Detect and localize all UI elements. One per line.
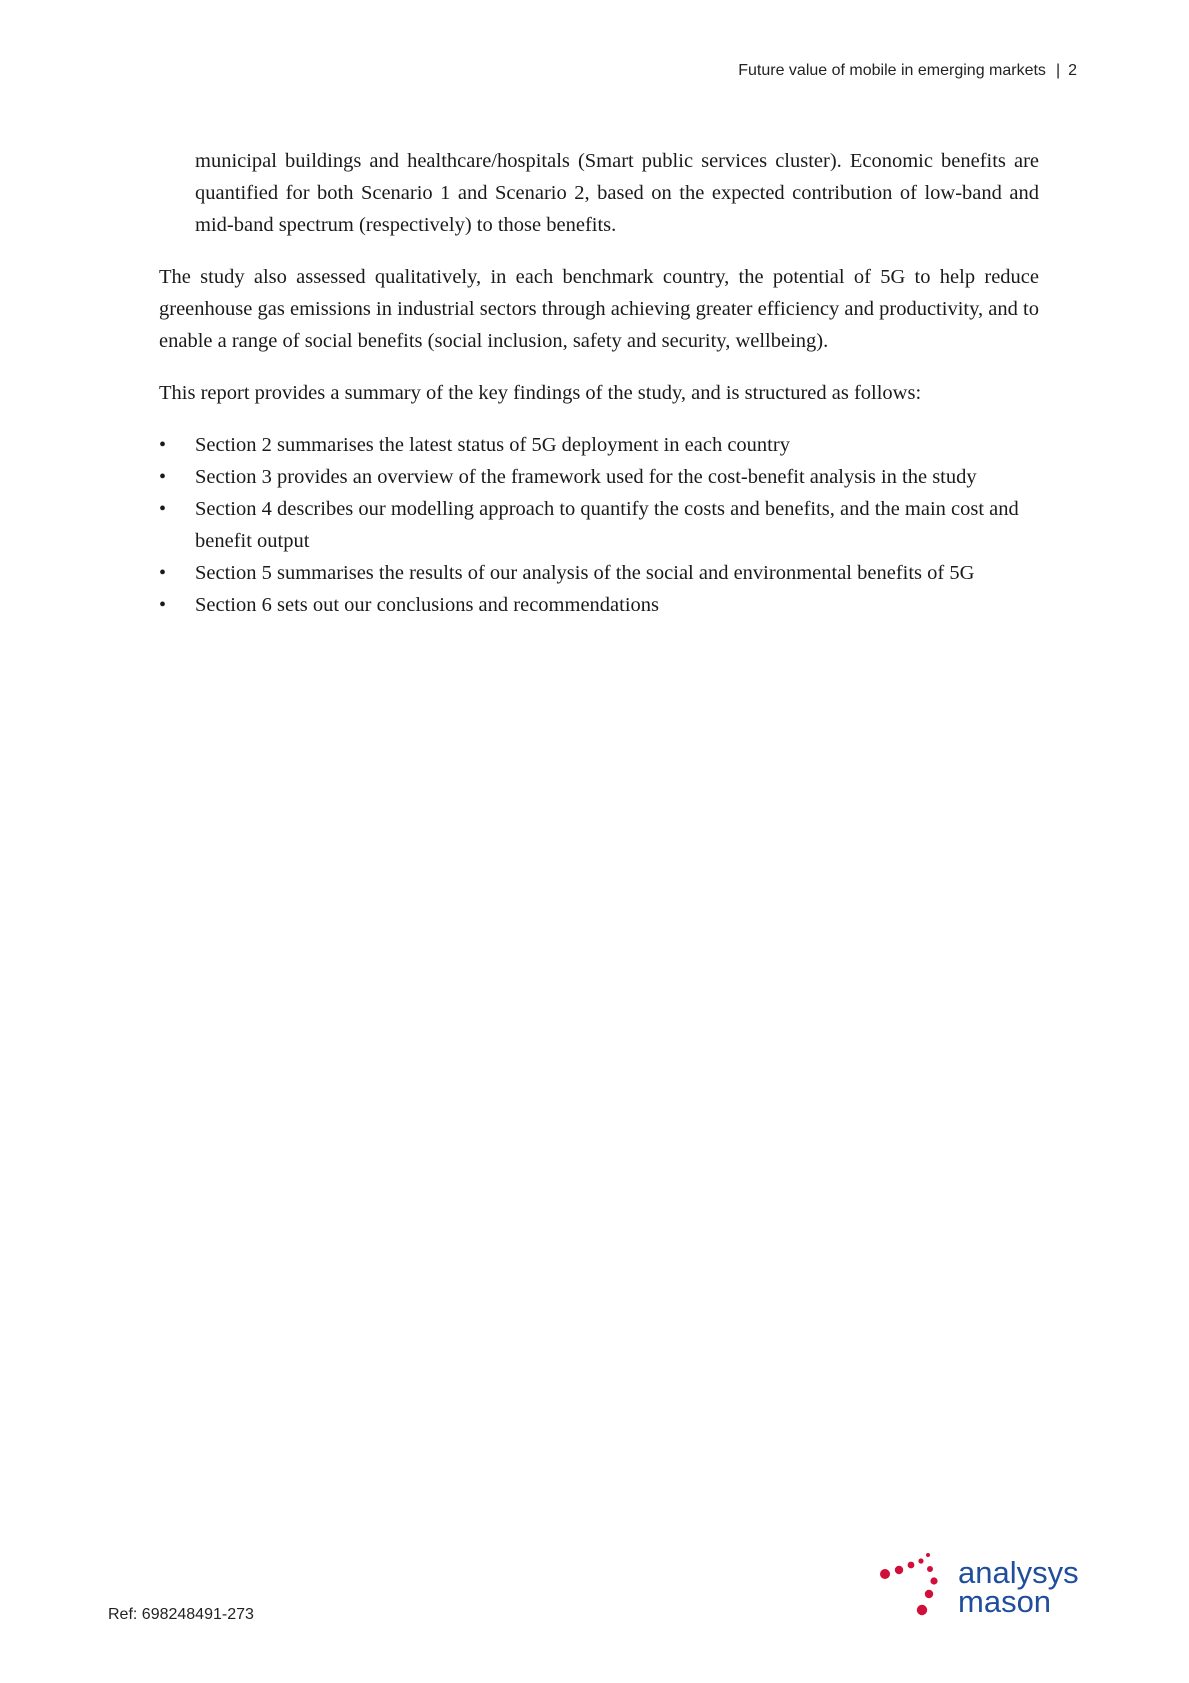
logo-dots-icon — [880, 1552, 960, 1630]
page-body — [159, 145, 1039, 621]
logo-line-analysys: analysys — [958, 1555, 1079, 1590]
page-header — [738, 62, 1077, 80]
logo-line-mason: mason — [958, 1584, 1052, 1619]
report-structure-list — [159, 429, 1039, 621]
logo-wordmark — [958, 1555, 1079, 1619]
analysys-mason-logo — [880, 1552, 1100, 1630]
list-item: • Section 5 summarises the results of our analysis of the social and environmental benefits of 5G — [159, 557, 1039, 589]
study-scope-paragraph: The study also assessed qualitatively, in each benchmark country, the potential of 5G to help reduce greenhouse gas emissions in industrial sectors through achieving greater efficiency and productivity, and to enable a range of social benefits (social inclusion, safety and security, wellbeing). — [159, 266, 1039, 352]
document-reference: Ref: 698248491-273 — [108, 1606, 254, 1623]
list-item: • Section 6 sets out our conclusions and recommendations — [159, 589, 1039, 621]
document-title: Future value of mobile in emerging markets — [738, 62, 1046, 79]
header-separator: | — [1055, 62, 1061, 79]
list-item: • Section 3 provides an overview of the framework used for the cost-benefit analysis in the study — [159, 461, 1039, 493]
list-item: • Section 2 summarises the latest status of 5G deployment in each country — [159, 429, 1039, 461]
list-item: • Section 4 describes our modelling approach to quantify the costs and benefits, and the main cost and benefit output — [159, 493, 1039, 557]
continued-paragraph: municipal buildings and healthcare/hospitals (Smart public services cluster). Economic benefits are quantified for both Scenario 1 and Scenario 2, based on the expected contribution of low-band and mid-band spectrum (respectively) to those benefits. — [195, 150, 1039, 236]
report-structure-intro: This report provides a summary of the key findings of the study, and is structured as follows: — [159, 382, 922, 404]
page-number: 2 — [1068, 62, 1077, 79]
